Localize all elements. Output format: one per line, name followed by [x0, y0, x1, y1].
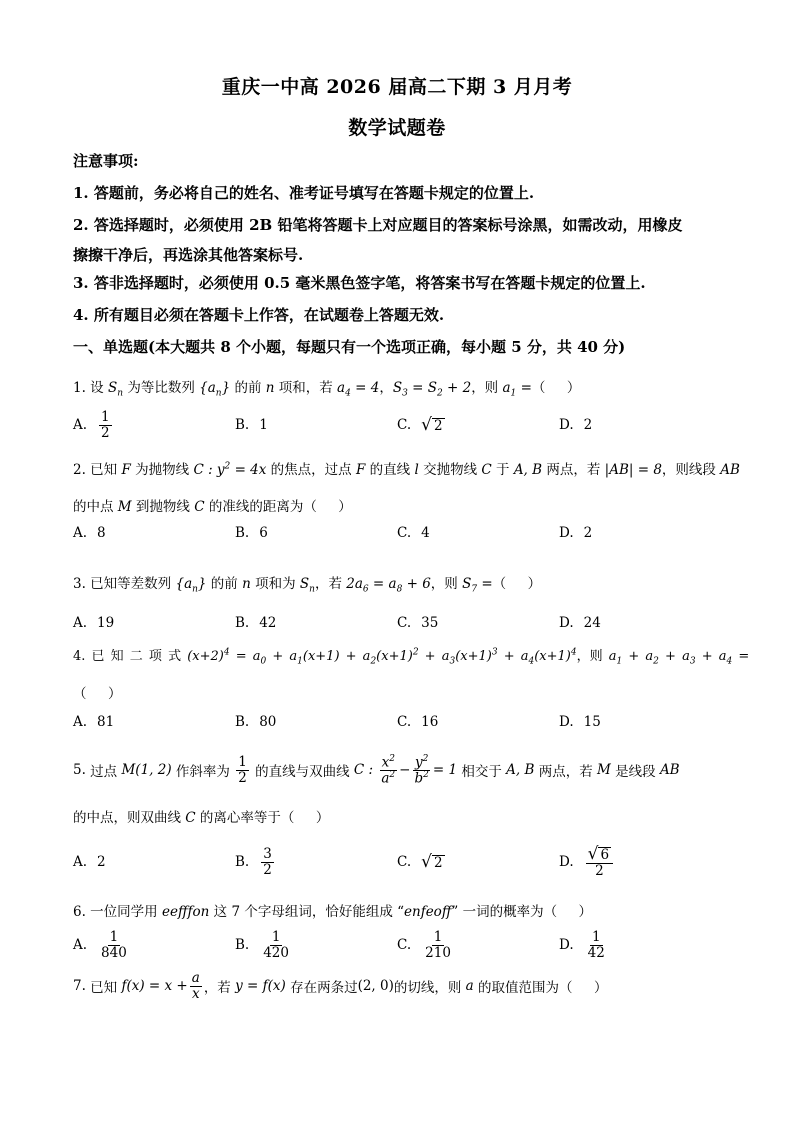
- option-a[interactable]: A. 2: [73, 854, 106, 870]
- fraction: $\frac{y^2}{b^2}$: [414, 753, 429, 786]
- option-a[interactable]: A. 19: [73, 615, 115, 631]
- option-d[interactable]: D. 2: [559, 525, 593, 541]
- question-4-line1: 4. 已 知 二 项 式 $(x+2)^4 = a_0 + a_1(x+1) + a_2(x+1)^2 + a_3(x+1)^3 + a_4(x+1)^4$，则 $a_1 + a_2 + a_3 + a_4$ =: [73, 647, 750, 667]
- option-b[interactable]: B. $\frac{3}{2}$: [235, 846, 272, 878]
- option-b[interactable]: B. $\frac{1}{420}$: [235, 929, 289, 961]
- exam-subtitle: 数学试题卷: [348, 117, 446, 139]
- question-6-options: [73, 925, 733, 965]
- question-4-line2: （ ）: [73, 686, 122, 702]
- fraction: $\frac{1}{42}$: [587, 929, 605, 961]
- fraction: $\frac{1}{2}$: [101, 409, 110, 441]
- question-7: 7. 已知 f(x) = x + $\frac{a}{x}$ ，若 y = f(x) 存在两条过 (2, 0) 的切线，则 a 的取值范围为（ ）: [73, 970, 608, 1002]
- question-5-options: [73, 842, 733, 882]
- option-d[interactable]: D. √ 6 2: [559, 842, 615, 882]
- question-3: 3. 已知等差数列 $\{a_n\}$ 的前 n 项和为 $S_n$，若 $2a_6 = a_8 + 6$，则 $S_7$ =（ ）: [73, 576, 542, 595]
- fraction: $\frac{a}{x}$: [191, 970, 200, 1002]
- option-d[interactable]: D. 15: [559, 714, 601, 730]
- question-2-options: [73, 513, 733, 553]
- notes-heading: 注意事项:: [73, 152, 139, 170]
- option-c[interactable]: C. 4: [397, 525, 430, 541]
- option-a[interactable]: A. 8: [73, 525, 106, 541]
- section-heading: 一、单选题(本大题共 8 个小题，每题只有一个选项正确，每小题 5 分，共 40 分): [73, 338, 626, 356]
- option-d[interactable]: D. 24: [559, 615, 601, 631]
- option-b[interactable]: B. 42: [235, 615, 277, 631]
- question-5-line1: 5. 过点 M(1, 2) 作斜率为 $\frac{1}{2}$ 的直线与双曲线 C : $\frac{x^2}{a^2}$ − $\frac{y^2}{b^2}$ = 1 相交于 A, B 两点，若 M 是线段 AB: [73, 753, 680, 786]
- note-item-4: 4. 所有题目必须在答题卡上作答，在试题卷上答题无效.: [73, 306, 445, 324]
- option-b[interactable]: B. 80: [235, 714, 277, 730]
- option-a[interactable]: A. 81: [73, 714, 115, 730]
- fraction: $\frac{1}{2}$: [238, 754, 247, 786]
- fraction: $\frac{x^2}{a^2}$: [381, 753, 396, 786]
- question-4-options: [73, 702, 733, 742]
- option-b[interactable]: B. 6: [235, 525, 268, 541]
- question-1: 1. 设 $S_n$ 为等比数列 $\{a_n\}$ 的前 n 项和，若 $a_4 = 4$，$S_3 = S_2 + 2$，则 $a_1$ =（ ）: [73, 380, 581, 399]
- note-item-3: 3. 答非选择题时，必须使用 0.5 毫米黑色签字笔，将答案书写在答题卡规定的位置上.: [73, 274, 646, 292]
- sqrt-expression: √ 2: [421, 851, 443, 872]
- option-c[interactable]: C. √ 2: [397, 851, 443, 872]
- fraction: $\frac{3}{2}$: [263, 846, 272, 878]
- fraction: $\frac{1}{210}$: [425, 929, 451, 961]
- option-c[interactable]: C. $\frac{1}{210}$: [397, 929, 451, 961]
- option-c[interactable]: C. 35: [397, 615, 439, 631]
- question-6: 6. 一位同学用 eefffon 这 7 个字母组词，恰好能组成 “enfeoff” 一词的概率为（ ）: [73, 904, 593, 920]
- option-d[interactable]: D. $\frac{1}{42}$: [559, 929, 605, 961]
- option-a[interactable]: A. $\frac{1}{2}$: [73, 409, 110, 441]
- fraction: $\frac{1}{840}$: [101, 929, 127, 961]
- note-item-2-line2: 擦擦干净后，再选涂其他答案标号.: [73, 246, 304, 264]
- option-b[interactable]: B. 1: [235, 417, 268, 433]
- option-c[interactable]: C. √ 2: [397, 414, 443, 435]
- note-item-1: 1. 答题前，务必将自己的姓名、准考证号填写在答题卡规定的位置上.: [73, 184, 535, 202]
- question-1-options: [73, 405, 733, 445]
- question-2-line1: 2. 已知 F 为抛物线 C : $y^2 = 4x$ 的焦点，过点 F 的直线 l 交抛物线 C 于 A, B 两点，若 |AB| = 8，则线段 AB: [73, 461, 740, 478]
- option-d[interactable]: D. 2: [559, 417, 593, 433]
- exam-title: 重庆一中高 2026 届高二下期 3 月月考: [221, 76, 573, 98]
- fraction: √ 6 2: [586, 846, 613, 878]
- note-item-2-line1: 2. 答选择题时，必须使用 2B 铅笔将答题卡上对应题目的答案标号涂黑，如需改动，用橡皮: [73, 216, 683, 234]
- question-5-line2: 的中点，则双曲线 C 的离心率等于（ ）: [73, 810, 330, 826]
- sqrt-expression: √ 2: [421, 414, 443, 435]
- option-c[interactable]: C. 16: [397, 714, 439, 730]
- question-3-options: [73, 603, 733, 643]
- fraction: $\frac{1}{420}$: [263, 929, 289, 961]
- question-2-line2: 的中点 M 到抛物线 C 的准线的距离为（ ）: [73, 499, 352, 515]
- option-a[interactable]: A. $\frac{1}{840}$: [73, 929, 127, 961]
